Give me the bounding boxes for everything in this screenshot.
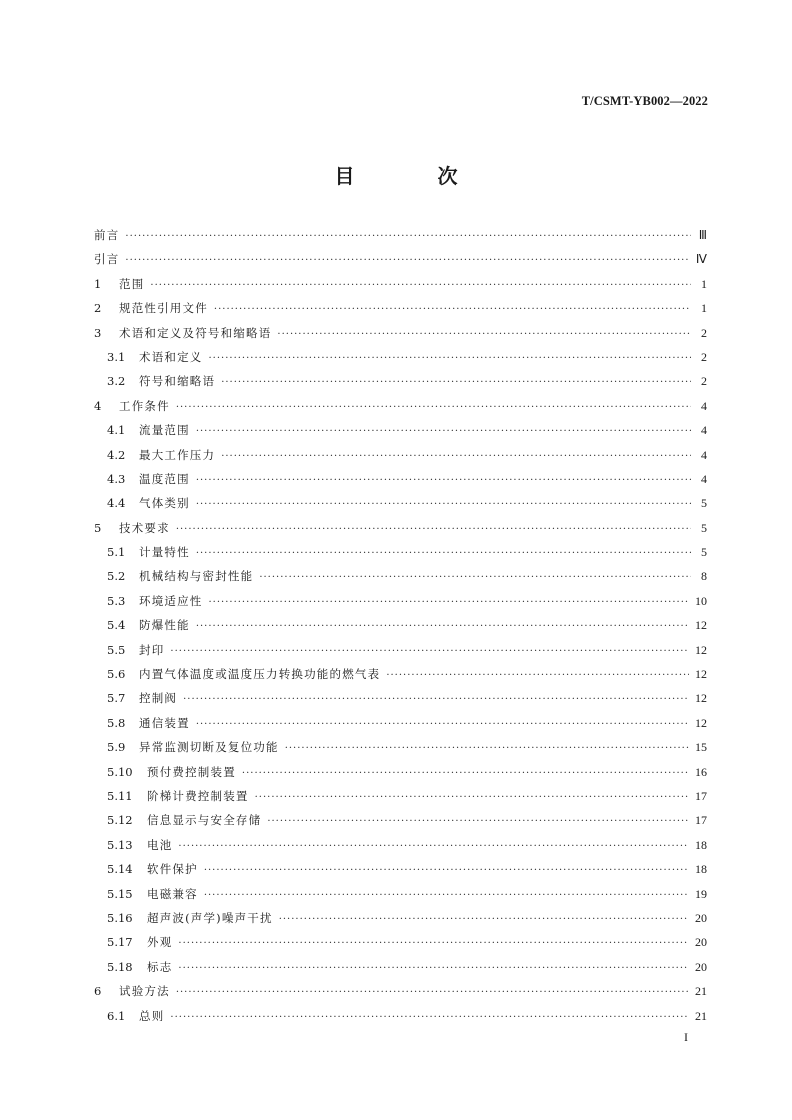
toc-entry-label: 外观 xyxy=(147,935,173,950)
toc-entry-number: 5.9 xyxy=(107,740,126,755)
toc-entry-number: 5.1 xyxy=(107,545,126,560)
toc-entry-label: 电磁兼容 xyxy=(147,886,198,901)
toc-entry-number: 4 xyxy=(94,398,102,413)
toc-entry-label: 温度范围 xyxy=(139,471,190,486)
toc-entry-label: 超声波(声学)噪声干扰 xyxy=(147,910,273,925)
toc-entry-label: 机械结构与密封性能 xyxy=(139,569,254,584)
toc-entry-label: 术语和定义及符号和缩略语 xyxy=(119,325,272,340)
toc-entry[interactable] xyxy=(94,690,707,714)
toc-entry-label: 工作条件 xyxy=(119,398,170,413)
toc-entry[interactable] xyxy=(94,325,707,349)
toc-entry-page: 18 xyxy=(695,862,707,877)
toc-entry-page: 4 xyxy=(701,471,707,486)
toc-entry-number: 5.12 xyxy=(107,813,133,828)
toc-entry-page: 5 xyxy=(701,545,707,560)
toc-entry-page: 12 xyxy=(695,642,707,657)
toc-entry-label: 气体类别 xyxy=(139,496,190,511)
toc-entry-label: 符号和缩略语 xyxy=(139,374,216,389)
toc-entry-number: 5.3 xyxy=(107,593,126,608)
toc-dot-leader xyxy=(178,841,689,852)
toc-dot-leader xyxy=(196,475,691,486)
toc-entry-number: 4.3 xyxy=(107,471,126,486)
toc-entry[interactable] xyxy=(94,276,707,300)
toc-dot-leader xyxy=(279,914,689,925)
toc-entry-number: 5.13 xyxy=(107,837,133,852)
toc-dot-leader xyxy=(178,938,689,949)
toc-entry-number: 2 xyxy=(94,301,102,316)
toc-entry-number: 5.17 xyxy=(107,935,133,950)
toc-dot-leader xyxy=(183,694,689,705)
toc-entry-number: 6 xyxy=(94,984,102,999)
toc-entry-number: 5.18 xyxy=(107,959,133,974)
toc-dot-leader xyxy=(170,1012,689,1023)
toc-entry-label: 最大工作压力 xyxy=(139,447,216,462)
toc-entry-page: Ⅳ xyxy=(695,252,707,267)
toc-entry-page: 12 xyxy=(695,618,707,633)
toc-entry[interactable] xyxy=(94,422,707,446)
toc-entry[interactable] xyxy=(94,227,707,251)
toc-entry-label: 前言 xyxy=(94,228,120,242)
toc-entry-label: 引言 xyxy=(94,252,120,267)
toc-dot-leader xyxy=(125,231,691,242)
toc-entry-page: 21 xyxy=(695,1008,707,1023)
toc-entry-page: 1 xyxy=(701,276,707,291)
toc-entry-label: 异常监测切断及复位功能 xyxy=(139,740,279,755)
toc-entry-label: 范围 xyxy=(119,276,145,291)
toc-entry[interactable] xyxy=(94,544,707,568)
toc-dot-leader xyxy=(176,402,691,413)
toc-entry-number: 5.11 xyxy=(107,788,133,803)
toc-entry[interactable] xyxy=(94,934,707,958)
toc-entry-label: 软件保护 xyxy=(147,862,198,877)
toc-dot-leader xyxy=(170,646,689,657)
toc-entry-number: 5 xyxy=(94,520,102,535)
toc-entry-page: 4 xyxy=(701,423,707,438)
toc-dot-leader xyxy=(176,987,689,998)
toc-entry-number: 5.10 xyxy=(107,764,133,779)
toc-entry-page: 2 xyxy=(701,325,707,340)
toc-entry-page: 17 xyxy=(695,788,707,803)
toc-entry[interactable] xyxy=(94,764,707,788)
toc-entry[interactable] xyxy=(94,593,707,617)
toc-entry-label: 技术要求 xyxy=(119,520,170,535)
toc-entry-page: 18 xyxy=(695,837,707,852)
toc-entry-page: 8 xyxy=(701,569,707,584)
toc-dot-leader xyxy=(221,451,691,462)
toc-entry-page: 10 xyxy=(695,593,707,608)
toc-entry-number: 5.2 xyxy=(107,569,126,584)
toc-dot-leader xyxy=(125,255,690,266)
toc-entry-number: 5.7 xyxy=(107,691,126,706)
toc-entry-number: 5.16 xyxy=(107,910,133,925)
toc-entry-page: 16 xyxy=(695,764,707,779)
toc-dot-leader xyxy=(259,572,691,583)
toc-entry-label: 防爆性能 xyxy=(139,618,190,633)
toc-dot-leader xyxy=(196,548,691,559)
toc-entry[interactable] xyxy=(94,812,707,836)
toc-entry[interactable] xyxy=(94,666,707,690)
toc-dot-leader xyxy=(255,792,689,803)
toc-entry[interactable] xyxy=(94,886,707,910)
toc-entry-label: 电池 xyxy=(147,837,173,852)
toc-entry-label: 控制阀 xyxy=(139,691,178,706)
toc-entry-number: 5.15 xyxy=(107,886,133,901)
toc-entry[interactable] xyxy=(94,568,707,592)
toc-entry-label: 内置气体温度或温度压力转换功能的燃气表 xyxy=(139,667,381,682)
toc-dot-leader xyxy=(267,816,689,827)
toc-entry-label: 环境适应性 xyxy=(139,593,203,608)
toc-dot-leader xyxy=(214,304,691,315)
toc-entry-number: 3.2 xyxy=(107,374,126,389)
toc-entry[interactable] xyxy=(94,471,707,495)
toc-entry[interactable] xyxy=(94,1008,707,1032)
toc-entry[interactable] xyxy=(94,349,707,373)
toc-dot-leader xyxy=(277,329,691,340)
toc-entry-page: 21 xyxy=(695,984,707,999)
footer-page-number: I xyxy=(684,1030,688,1044)
toc-entry-number: 3.1 xyxy=(107,349,126,364)
toc-entry-page: 20 xyxy=(695,910,707,925)
toc-entry[interactable] xyxy=(94,861,707,885)
toc-entry[interactable] xyxy=(94,373,707,397)
toc-entry-label: 计量特性 xyxy=(139,545,190,560)
toc-entry-label: 阶梯计费控制装置 xyxy=(147,788,249,803)
toc-entry-label: 流量范围 xyxy=(139,423,190,438)
toc-entry-page: 12 xyxy=(695,715,707,730)
toc-dot-leader xyxy=(221,377,691,388)
toc-entry-page: 17 xyxy=(695,813,707,828)
toc-entry[interactable] xyxy=(94,739,707,763)
toc-entry[interactable] xyxy=(94,398,707,422)
toc-entry-page: 4 xyxy=(701,447,707,462)
toc-dot-leader xyxy=(196,426,691,437)
toc-dot-leader xyxy=(204,865,689,876)
toc-entry-label: 通信装置 xyxy=(139,715,190,730)
toc-entry[interactable] xyxy=(94,495,707,519)
toc-entry[interactable] xyxy=(94,788,707,812)
toc-entry-page: Ⅲ xyxy=(698,228,707,242)
toc-entry-page: 1 xyxy=(701,301,707,316)
toc-entry-label: 试验方法 xyxy=(119,984,170,999)
toc-entry-number: 5.8 xyxy=(107,715,126,730)
toc-entry[interactable] xyxy=(94,959,707,983)
toc-entry-page: 5 xyxy=(701,520,707,535)
toc-entry[interactable] xyxy=(94,715,707,739)
toc-dot-leader xyxy=(209,353,692,364)
toc-entry-page: 5 xyxy=(701,496,707,511)
toc-dot-leader xyxy=(196,499,691,510)
toc-entry-page: 2 xyxy=(701,349,707,364)
document-code: T/CSMT-YB002—2022 xyxy=(581,94,708,108)
toc-entry-label: 总则 xyxy=(139,1008,165,1023)
toc-entry-number: 5.5 xyxy=(107,642,126,657)
toc-entry[interactable] xyxy=(94,910,707,934)
toc-entry-page: 20 xyxy=(695,959,707,974)
toc-dot-leader xyxy=(176,524,691,535)
toc-entry-number: 5.4 xyxy=(107,618,126,633)
toc-entry-number: 4.4 xyxy=(107,496,126,511)
page-title: 目 次 xyxy=(334,164,496,188)
toc-entry-number: 4.2 xyxy=(107,447,126,462)
toc-dot-leader xyxy=(178,963,689,974)
toc-entry-page: 2 xyxy=(701,374,707,389)
toc-entry[interactable] xyxy=(94,837,707,861)
toc-entry-page: 15 xyxy=(695,740,707,755)
toc-dot-leader xyxy=(242,768,689,779)
toc-entry-label: 信息显示与安全存储 xyxy=(147,813,262,828)
toc-entry[interactable] xyxy=(94,300,707,324)
toc-entry[interactable] xyxy=(94,642,707,666)
toc-entry-page: 12 xyxy=(695,667,707,682)
toc-entry-page: 12 xyxy=(695,691,707,706)
toc-entry-number: 5.6 xyxy=(107,667,126,682)
toc-dot-leader xyxy=(150,280,691,291)
toc-entry[interactable] xyxy=(94,251,707,275)
toc-entry-number: 3 xyxy=(94,325,102,340)
toc-dot-leader xyxy=(196,719,689,730)
toc-dot-leader xyxy=(386,670,689,681)
toc-entry-page: 4 xyxy=(701,398,707,413)
toc-dot-leader xyxy=(285,743,689,754)
toc-entry-label: 术语和定义 xyxy=(139,349,203,364)
toc-entry-label: 预付费控制装置 xyxy=(147,764,236,779)
toc-entry-number: 4.1 xyxy=(107,423,126,438)
toc-entry-page: 19 xyxy=(695,886,707,901)
toc-entry-number: 1 xyxy=(94,276,102,291)
toc-entry-page: 20 xyxy=(695,935,707,950)
toc-entry-number: 6.1 xyxy=(107,1008,126,1023)
toc-entry-label: 标志 xyxy=(147,959,173,974)
toc-entry-label: 封印 xyxy=(139,642,165,657)
toc-entry[interactable] xyxy=(94,520,707,544)
toc-entry[interactable] xyxy=(94,447,707,471)
toc-entry-label: 规范性引用文件 xyxy=(119,301,208,316)
toc-dot-leader xyxy=(204,890,689,901)
toc-dot-leader xyxy=(209,597,690,608)
toc-entry-number: 5.14 xyxy=(107,862,133,877)
toc-entry[interactable] xyxy=(94,617,707,641)
toc-dot-leader xyxy=(196,621,689,632)
table-of-contents xyxy=(94,227,707,1032)
toc-entry[interactable] xyxy=(94,983,707,1007)
